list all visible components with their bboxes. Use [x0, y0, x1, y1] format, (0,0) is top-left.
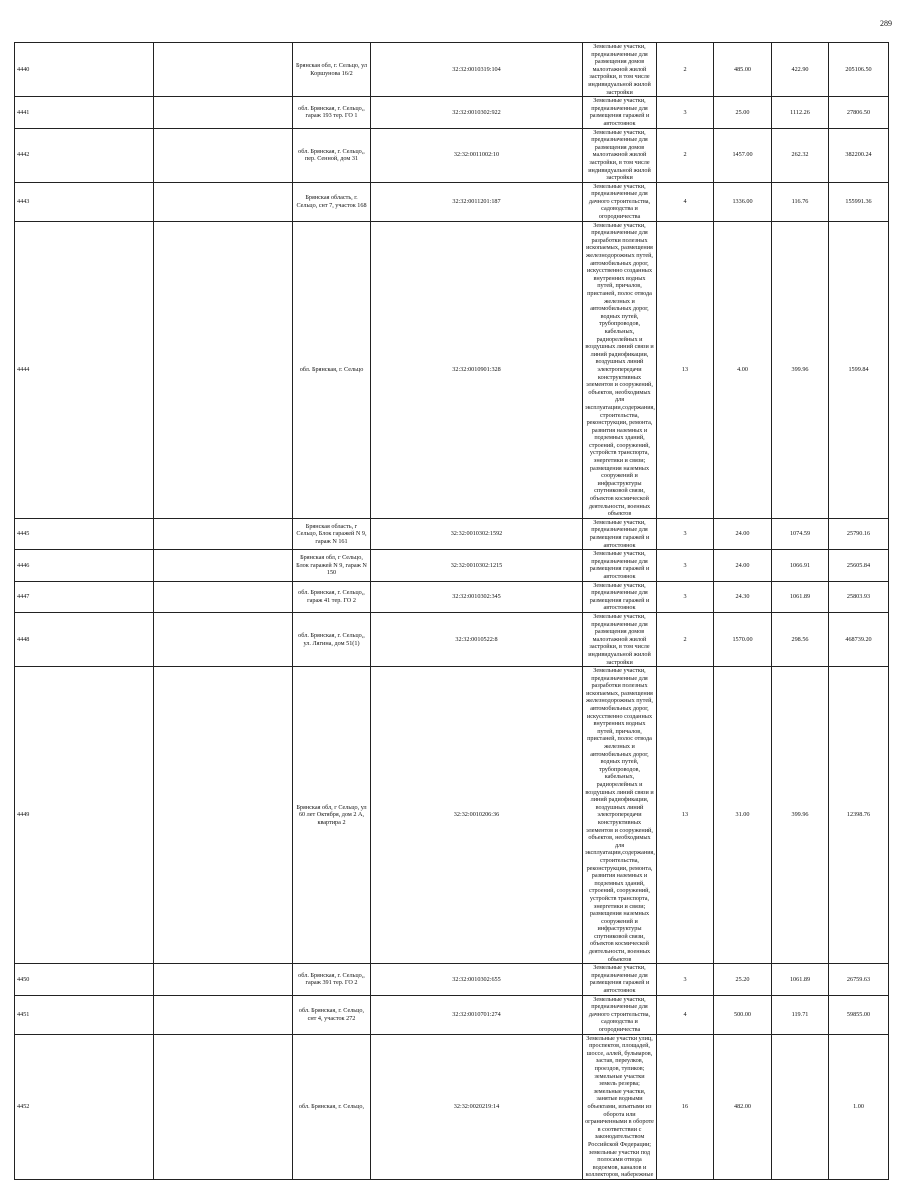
address-cell: обл. Брянская, г. Сельцо, снт 4, участок 272: [293, 995, 371, 1034]
table-row: [15, 964, 889, 995]
land-use-cell: Земельные участки, предназначенные для размещения домов малоэтажной жилой застройки, в том числе индивидуальной жилой застройки: [583, 128, 657, 182]
cadastral-number-cell: 32:32:0010319:104: [371, 43, 583, 97]
row-number: 4451: [15, 995, 154, 1034]
unit-value-cell: 1061.89: [772, 581, 829, 612]
empty-cell: [154, 182, 293, 221]
cadastral-number-cell: 32:32:0010302:1215: [371, 550, 583, 581]
land-use-cell: Земельные участки, предназначенные для размещения гаражей и автостоянок: [583, 581, 657, 612]
empty-cell: [154, 1034, 293, 1179]
address-cell: обл. Брянская, г. Сельцо: [293, 221, 371, 518]
table-row: [15, 43, 889, 97]
cadastral-number-cell: 32:32:0010302:922: [371, 97, 583, 128]
empty-cell: [154, 581, 293, 612]
unit-value-cell: 1061.89: [772, 964, 829, 995]
cadastral-number-cell: 32:32:0010302:655: [371, 964, 583, 995]
address-cell: Брянская область, г. Сельцо, снт 7, участок 168: [293, 182, 371, 221]
area-cell: 1457.00: [714, 128, 772, 182]
cadastral-value-cell: 1.00: [829, 1034, 889, 1179]
unit-value-cell: 1066.91: [772, 550, 829, 581]
address-cell: обл. Брянская, г. Сельцо,, ул. Лягина, дом 51(1): [293, 612, 371, 666]
empty-cell: [154, 667, 293, 964]
area-cell: 25.20: [714, 964, 772, 995]
empty-cell: [154, 97, 293, 128]
category-code-cell: 13: [657, 221, 714, 518]
category-code-cell: 3: [657, 550, 714, 581]
empty-cell: [154, 550, 293, 581]
table-row: [15, 518, 889, 549]
cadastral-number-cell: 32:32:0011201:187: [371, 182, 583, 221]
table-row: [15, 581, 889, 612]
category-code-cell: 2: [657, 612, 714, 666]
table-row: [15, 128, 889, 182]
address-cell: обл. Брянская, г. Сельцо,, гараж 193 тер. ГО 1: [293, 97, 371, 128]
empty-cell: [154, 995, 293, 1034]
cadastral-number-cell: 32:32:0010901:328: [371, 221, 583, 518]
empty-cell: [154, 43, 293, 97]
land-use-cell: Земельные участки, предназначенные для разработки полезных ископаемых, размещения железнодорожных путей, автомобильных дорог, искусственно созданных внутренних водных путей, причалов, пристаней, полос отвода железных и автомобильных дорог, водных путей, трубопроводов, кабельных, радиорелейных и воздушных линий связи и линий радиофикации, воздушных линий электропередачи конструктивных элементов и сооружений, объектов, необходимых для эксплуатации,содержания, строительства, реконструкции, ремонта, развития наземных и подземных зданий, строений, сооружений, устройств транспорта, энергетики и связи; размещения наземных сооружений и инфраструктуры спутниковой связи, объектов космической деятельности, военных объектов: [583, 667, 657, 964]
category-code-cell: 3: [657, 518, 714, 549]
land-use-cell: Земельные участки, предназначенные для дачного строительства, садоводства и огородничества: [583, 995, 657, 1034]
table-row: [15, 221, 889, 518]
category-code-cell: 16: [657, 1034, 714, 1179]
address-cell: обл. Брянская, г. Сельцо,, пер. Сенной, дом 31: [293, 128, 371, 182]
area-cell: 1336.00: [714, 182, 772, 221]
unit-value-cell: 298.56: [772, 612, 829, 666]
row-number: 4440: [15, 43, 154, 97]
cadastral-value-cell: 26759.63: [829, 964, 889, 995]
cadastral-number-cell: 32:32:0010302:1592: [371, 518, 583, 549]
cadastral-value-cell: 25803.93: [829, 581, 889, 612]
row-number: 4445: [15, 518, 154, 549]
row-number: 4444: [15, 221, 154, 518]
unit-value-cell: [772, 1034, 829, 1179]
row-number: 4442: [15, 128, 154, 182]
cadastral-value-cell: 155991.36: [829, 182, 889, 221]
land-use-cell: Земельные участки, предназначенные для размещения гаражей и автостоянок: [583, 97, 657, 128]
land-plots-table: [14, 42, 889, 1180]
unit-value-cell: 119.71: [772, 995, 829, 1034]
unit-value-cell: 1112.26: [772, 97, 829, 128]
cadastral-value-cell: 468739.20: [829, 612, 889, 666]
table-row: [15, 995, 889, 1034]
address-cell: Брянская обл, г Сельцо, ул 60 лет Октября, дом 2 А, квартира 2: [293, 667, 371, 964]
table-row: [15, 97, 889, 128]
land-use-cell: Земельные участки улиц, проспектов, площадей, шоссе, аллей, бульваров, застав, переулков, проездов, тупиков; земельные участки земель резерва; земельные участки, занятые водными объектами, изъятыми из оборота или ограниченными в обороте в соответствии с законодательством Российской Федерации; земельные участки под полосами отвода водоемов, каналов и коллекторов, набережные: [583, 1034, 657, 1179]
row-number: 4448: [15, 612, 154, 666]
cadastral-value-cell: 59855.00: [829, 995, 889, 1034]
cadastral-value-cell: 205106.50: [829, 43, 889, 97]
category-code-cell: 13: [657, 667, 714, 964]
cadastral-value-cell: 25605.84: [829, 550, 889, 581]
area-cell: 24.30: [714, 581, 772, 612]
address-cell: Брянская обл, г. Сельцо, ул Коршунова 16/2: [293, 43, 371, 97]
cadastral-number-cell: 32:32:0010206:36: [371, 667, 583, 964]
land-use-cell: Земельные участки, предназначенные для размещения домов малоэтажной жилой застройки, в том числе индивидуальной жилой застройки: [583, 612, 657, 666]
cadastral-number-cell: 32:32:0010302:345: [371, 581, 583, 612]
empty-cell: [154, 128, 293, 182]
row-number: 4446: [15, 550, 154, 581]
area-cell: 24.00: [714, 518, 772, 549]
unit-value-cell: 422.90: [772, 43, 829, 97]
empty-cell: [154, 964, 293, 995]
area-cell: 31.00: [714, 667, 772, 964]
address-cell: обл. Брянская, г. Сельцо,, гараж 41 тер. ГО 2: [293, 581, 371, 612]
unit-value-cell: 1074.59: [772, 518, 829, 549]
address-cell: Брянская область, г Сельцо, Блок гаражей N 9, гараж N 161: [293, 518, 371, 549]
cadastral-number-cell: 32:32:0010701:274: [371, 995, 583, 1034]
unit-value-cell: 262.32: [772, 128, 829, 182]
address-cell: Брянская обл, г Сельцо, Блок гаражей N 9, гараж N 150: [293, 550, 371, 581]
category-code-cell: 3: [657, 964, 714, 995]
area-cell: 485.00: [714, 43, 772, 97]
table-row: [15, 667, 889, 964]
table-row: [15, 550, 889, 581]
row-number: 4452: [15, 1034, 154, 1179]
cadastral-value-cell: 1599.84: [829, 221, 889, 518]
row-number: 4441: [15, 97, 154, 128]
cadastral-number-cell: 32:32:0011002:10: [371, 128, 583, 182]
category-code-cell: 2: [657, 43, 714, 97]
area-cell: 4.00: [714, 221, 772, 518]
area-cell: 482.00: [714, 1034, 772, 1179]
address-cell: обл. Брянская, г. Сельцо,, гараж 391 тер. ГО 2: [293, 964, 371, 995]
row-number: 4447: [15, 581, 154, 612]
land-use-cell: Земельные участки, предназначенные для разработки полезных ископаемых, размещения железнодорожных путей, автомобильных дорог, искусственно созданных внутренних водных путей, причалов, пристаней, полос отвода железных и автомобильных дорог, водных путей, трубопроводов, кабельных, радиорелейных и воздушных линий связи и линий радиофикации, воздушных линий электропередачи конструктивных элементов и сооружений, объектов, необходимых для эксплуатации,содержания, строительства, реконструкции, ремонта, развития наземных и подземных зданий, строений, сооружений, устройств транспорта, энергетики и связи; размещения наземных сооружений и инфраструктуры спутниковой связи, объектов космической деятельности, военных объектов: [583, 221, 657, 518]
land-use-cell: Земельные участки, предназначенные для размещения гаражей и автостоянок: [583, 550, 657, 581]
category-code-cell: 2: [657, 128, 714, 182]
cadastral-number-cell: 32:32:0010522:8: [371, 612, 583, 666]
category-code-cell: 3: [657, 581, 714, 612]
cadastral-value-cell: 27806.50: [829, 97, 889, 128]
unit-value-cell: 399.96: [772, 667, 829, 964]
table-row: [15, 1034, 889, 1179]
row-number: 4449: [15, 667, 154, 964]
cadastral-number-cell: 32:32:0020219:14: [371, 1034, 583, 1179]
cadastral-value-cell: 382200.24: [829, 128, 889, 182]
area-cell: 24.00: [714, 550, 772, 581]
row-number: 4443: [15, 182, 154, 221]
unit-value-cell: 116.76: [772, 182, 829, 221]
cadastral-value-cell: 12398.76: [829, 667, 889, 964]
table-row: [15, 182, 889, 221]
address-cell: обл. Брянская, г. Сельцо,: [293, 1034, 371, 1179]
row-number: 4450: [15, 964, 154, 995]
area-cell: 500.00: [714, 995, 772, 1034]
land-use-cell: Земельные участки, предназначенные для размещения домов малоэтажной жилой застройки, в том числе индивидуальной жилой застройки: [583, 43, 657, 97]
area-cell: 1570.00: [714, 612, 772, 666]
area-cell: 25.00: [714, 97, 772, 128]
empty-cell: [154, 518, 293, 549]
category-code-cell: 4: [657, 182, 714, 221]
land-use-cell: Земельные участки, предназначенные для дачного строительства, садоводства и огородничества: [583, 182, 657, 221]
land-use-cell: Земельные участки, предназначенные для размещения гаражей и автостоянок: [583, 518, 657, 549]
unit-value-cell: 399.96: [772, 221, 829, 518]
page-number: 289: [880, 19, 892, 28]
land-use-cell: Земельные участки, предназначенные для размещения гаражей и автостоянок: [583, 964, 657, 995]
category-code-cell: 3: [657, 97, 714, 128]
category-code-cell: 4: [657, 995, 714, 1034]
cadastral-value-cell: 25790.16: [829, 518, 889, 549]
empty-cell: [154, 221, 293, 518]
